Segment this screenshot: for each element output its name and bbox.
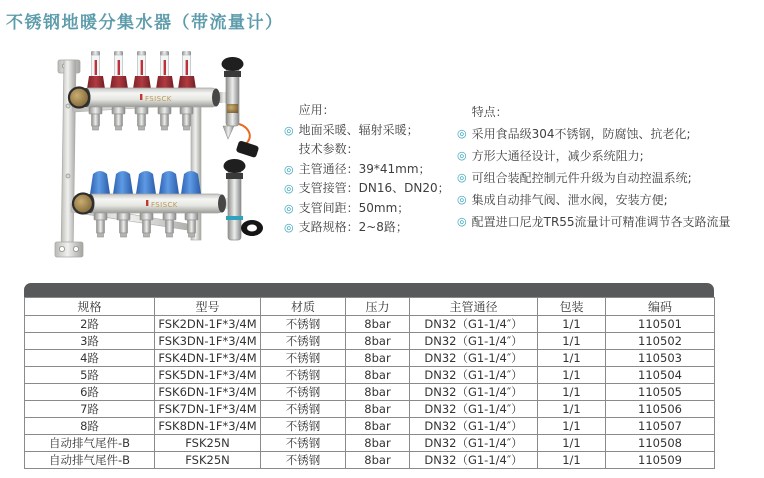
cell-packing: 1/1	[538, 316, 606, 333]
cell-model: FSK5DN-1F*3/4M	[155, 367, 261, 384]
list-item-text: 配置进口尼龙TR55流量计可精准调节各支路流量	[471, 215, 731, 229]
list-item	[457, 167, 761, 189]
cell-main-diameter: DN32（G1-1/4″）	[410, 418, 538, 435]
features-section	[457, 101, 761, 233]
list-item	[284, 121, 456, 141]
cell-spec: 8路	[25, 418, 155, 435]
list-item	[284, 218, 456, 238]
table-row	[25, 350, 715, 367]
cell-packing: 1/1	[538, 367, 606, 384]
cell-packing: 1/1	[538, 333, 606, 350]
column-header: 包装	[538, 298, 606, 316]
cell-model: FSK6DN-1F*3/4M	[155, 384, 261, 401]
list-item-text: 支管接管：DN16、DN20；	[298, 181, 450, 195]
cell-main-diameter: DN32（G1-1/4″）	[410, 333, 538, 350]
cell-code: 110501	[606, 316, 715, 333]
cell-code: 110507	[606, 418, 715, 435]
bullet-icon: ◎	[284, 182, 294, 195]
cell-spec: 3路	[25, 333, 155, 350]
table-row	[25, 316, 715, 333]
cell-material: 不锈钢	[261, 316, 346, 333]
cell-packing: 1/1	[538, 401, 606, 418]
list-item	[284, 199, 456, 219]
cell-material: 不锈钢	[261, 333, 346, 350]
air-vent-valve-top	[222, 57, 260, 158]
list-item	[284, 101, 456, 121]
cell-packing: 1/1	[538, 435, 606, 452]
cell-model: FSK4DN-1F*3/4M	[155, 350, 261, 367]
bullet-icon: ◎	[457, 127, 467, 140]
cell-main-diameter: DN32（G1-1/4″）	[410, 384, 538, 401]
bullet-icon: ◎	[457, 193, 467, 206]
cell-main-diameter: DN32（G1-1/4″）	[410, 435, 538, 452]
cell-main-diameter: DN32（G1-1/4″）	[410, 367, 538, 384]
cell-model: FSK25N	[155, 435, 261, 452]
cell-spec: 自动排气尾件-B	[25, 435, 155, 452]
column-header: 型号	[155, 298, 261, 316]
list-item-text: 方形大通径设计，减少系统阻力;	[471, 149, 644, 163]
cell-pressure: 8bar	[346, 350, 410, 367]
return-manifold-bar	[73, 194, 234, 214]
cell-code: 110506	[606, 401, 715, 418]
cell-pressure: 8bar	[346, 435, 410, 452]
table-row	[25, 401, 715, 418]
list-item-text: 特点：	[471, 105, 508, 119]
cell-spec: 7路	[25, 401, 155, 418]
list-item-text: 可组合装配控制元件升级为自动控温系统;	[471, 171, 692, 185]
cell-model: FSK7DN-1F*3/4M	[155, 401, 261, 418]
bullet-icon: ◎	[457, 215, 467, 228]
cell-main-diameter: DN32（G1-1/4″）	[410, 452, 538, 469]
cell-material: 不锈钢	[261, 350, 346, 367]
bullet-icon: ◎	[284, 221, 294, 234]
applications-section	[284, 101, 456, 238]
table-header-row	[25, 298, 715, 316]
list-item-text: 采用食品级304不锈钢，防腐蚀、抗老化;	[471, 127, 691, 141]
bullet-icon: ◎	[457, 149, 467, 162]
cell-main-diameter: DN32（G1-1/4″）	[410, 316, 538, 333]
brand-mark-top: FSISCK	[145, 95, 172, 103]
table-header-bar	[24, 283, 714, 297]
cell-model: FSK3DN-1F*3/4M	[155, 333, 261, 350]
list-item-text: 支管间距：50mm；	[298, 200, 410, 215]
cell-pressure: 8bar	[346, 401, 410, 418]
cell-material: 不锈钢	[261, 401, 346, 418]
cell-spec: 4路	[25, 350, 155, 367]
cell-spec: 6路	[25, 384, 155, 401]
list-item-text: 技术参数：	[298, 142, 359, 156]
list-item-text: 应用：	[298, 103, 335, 117]
column-header: 材质	[261, 298, 346, 316]
list-item	[457, 101, 761, 123]
cell-model: FSK8DN-1F*3/4M	[155, 418, 261, 435]
cell-packing: 1/1	[538, 350, 606, 367]
cell-pressure: 8bar	[346, 316, 410, 333]
spec-table-section	[24, 283, 714, 469]
cell-material: 不锈钢	[261, 367, 346, 384]
table-row	[25, 333, 715, 350]
bullet-icon: ◎	[457, 171, 467, 184]
cell-material: 不锈钢	[261, 418, 346, 435]
list-item-text: 地面采暖、辐射采暖；	[298, 122, 419, 137]
cell-material: 不锈钢	[261, 452, 346, 469]
column-header: 主管通径	[410, 298, 538, 316]
cell-material: 不锈钢	[261, 435, 346, 452]
cell-packing: 1/1	[538, 418, 606, 435]
table-row	[25, 452, 715, 469]
cell-code: 110502	[606, 333, 715, 350]
list-item	[284, 179, 456, 199]
bullet-icon: ◎	[284, 123, 294, 137]
balancing-valve-caps	[90, 171, 201, 194]
list-item	[457, 145, 761, 167]
column-header: 编码	[606, 298, 715, 316]
cell-code: 110508	[606, 435, 715, 452]
table-row	[25, 384, 715, 401]
flow-meters	[87, 51, 196, 89]
top-outlet-fittings	[89, 107, 193, 130]
cell-pressure: 8bar	[346, 452, 410, 469]
cell-pressure: 8bar	[346, 333, 410, 350]
list-item-text: 支路规格：2~8路；	[298, 220, 408, 234]
brand-mark-bottom: FSISCK	[151, 201, 178, 209]
cell-model: FSK25N	[155, 452, 261, 469]
cell-material: 不锈钢	[261, 384, 346, 401]
spec-table	[24, 297, 715, 469]
list-item	[457, 211, 761, 233]
table-row	[25, 367, 715, 384]
column-header: 压力	[346, 298, 410, 316]
list-item-text: 集成自动排气阀、泄水阀，安装方便;	[471, 193, 668, 207]
cell-packing: 1/1	[538, 384, 606, 401]
cell-code: 110509	[606, 452, 715, 469]
list-item	[284, 140, 456, 160]
cell-packing: 1/1	[538, 452, 606, 469]
list-item	[457, 123, 761, 145]
cell-model: FSK2DN-1F*3/4M	[155, 316, 261, 333]
cell-main-diameter: DN32（G1-1/4″）	[410, 350, 538, 367]
column-header: 规格	[25, 298, 155, 316]
list-item	[284, 160, 456, 180]
cell-spec: 2路	[25, 316, 155, 333]
cell-spec: 自动排气尾件-B	[25, 452, 155, 469]
cell-spec: 5路	[25, 367, 155, 384]
product-photo	[28, 44, 276, 276]
air-vent-valve-bottom	[224, 159, 264, 240]
table-row	[25, 418, 715, 435]
manifold-illustration	[28, 44, 276, 276]
list-item-text: 主管通径：39*41mm；	[298, 161, 431, 176]
cell-code: 110503	[606, 350, 715, 367]
bullet-icon: ◎	[284, 201, 294, 215]
table-row	[25, 435, 715, 452]
cell-pressure: 8bar	[346, 418, 410, 435]
cell-code: 110505	[606, 384, 715, 401]
cell-pressure: 8bar	[346, 367, 410, 384]
supply-manifold-bar	[69, 88, 232, 108]
cell-pressure: 8bar	[346, 384, 410, 401]
page-title: 不锈钢地暖分集水器（带流量计）	[6, 13, 284, 33]
cell-code: 110504	[606, 367, 715, 384]
cell-main-diameter: DN32（G1-1/4″）	[410, 401, 538, 418]
list-item	[457, 189, 761, 211]
bullet-icon: ◎	[284, 162, 294, 176]
